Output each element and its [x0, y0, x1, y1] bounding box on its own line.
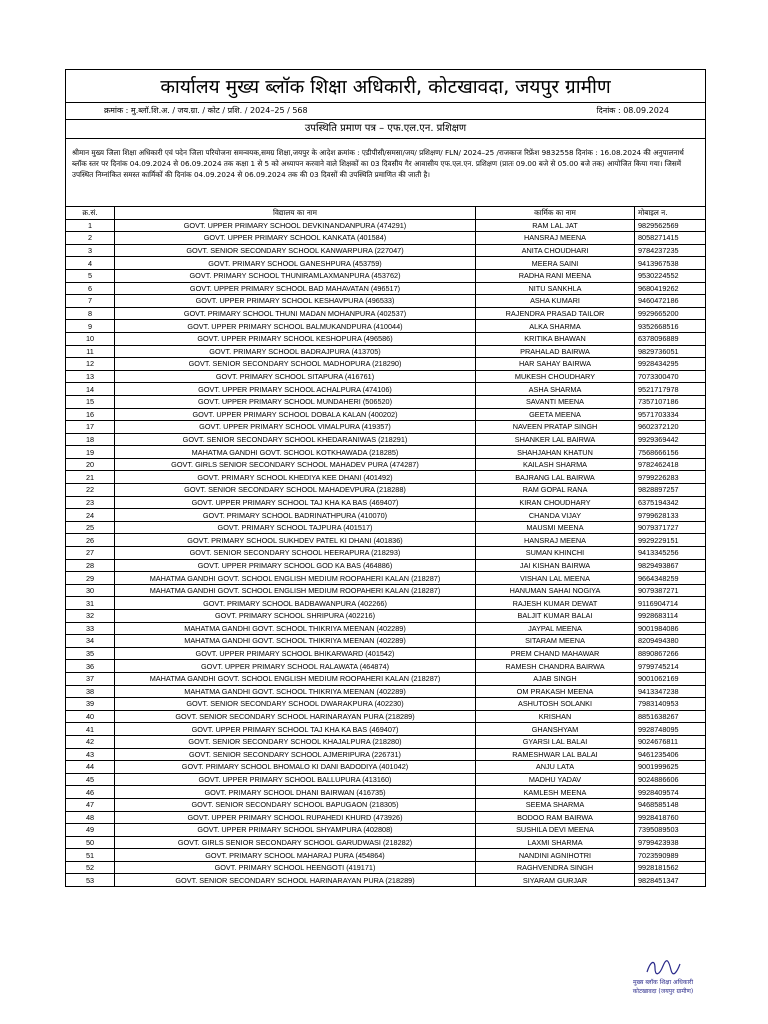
table-row: [66, 660, 705, 673]
cell-serial: 24: [66, 509, 115, 522]
cell-employee-name: HANSRAJ MEENA: [476, 232, 635, 245]
cell-mobile: 8058271415: [635, 232, 706, 245]
cell-serial: 22: [66, 484, 115, 497]
cell-serial: 3: [66, 244, 115, 257]
table-row: [66, 798, 705, 811]
cell-school-name: GOVT. PRIMARY SCHOOL SITAPURA (416761): [115, 370, 476, 383]
cell-serial: 42: [66, 735, 115, 748]
cell-mobile: 9829562569: [635, 219, 706, 232]
table-row: [66, 723, 705, 736]
cell-mobile: 9828897257: [635, 484, 706, 497]
table-row: [66, 219, 705, 232]
cell-school-name: GOVT. UPPER PRIMARY SCHOOL RALAWATA (464874): [115, 660, 476, 673]
signature-scribble-icon: [643, 958, 683, 978]
cell-mobile: 9799226283: [635, 471, 706, 484]
table-row: [66, 484, 705, 497]
cell-mobile: 9829736051: [635, 345, 706, 358]
table-row: [66, 395, 705, 408]
cell-serial: 29: [66, 572, 115, 585]
cell-mobile: 9929369442: [635, 433, 706, 446]
cell-serial: 13: [66, 370, 115, 383]
cell-serial: 51: [66, 849, 115, 862]
cell-mobile: 9571703334: [635, 408, 706, 421]
cell-serial: 25: [66, 521, 115, 534]
cell-employee-name: KRITIKA BHAWAN: [476, 332, 635, 345]
cell-mobile: 9001999625: [635, 761, 706, 774]
table-row: [66, 320, 705, 333]
table-row: [66, 471, 705, 484]
document-date: दिनांक : 08.09.2024: [596, 106, 669, 115]
cell-serial: 19: [66, 446, 115, 459]
cell-mobile: 9928418760: [635, 811, 706, 824]
cell-school-name: MAHATMA GANDHI GOVT. SCHOOL THIKRIYA MEENAN (402289): [115, 622, 476, 635]
cell-school-name: GOVT. PRIMARY SCHOOL BADBAWANPURA (402266): [115, 597, 476, 610]
cell-mobile: 9001062169: [635, 672, 706, 685]
intro-paragraph: श्रीमान मुख्य जिला शिक्षा अधिकारी एवं पदेन जिला परियोजना समन्वयक,समग्र शिक्षा,जयपुर के आदेश क्रमांक : एडीपीसी/समसा/जय/ प्रशिक्षण/ FLN/ 2024–25 /राजकाज रिफ्रेंश 9832558 दिनांक : 16.08.2024 की अनुपालनार्थ ब्लॉक स्तर पर दिनांक 04.09.2024 से 06.09.2024 तक कक्षा 1 से 5 को अध्यापन करवाने वाले शिक्षकों का 03 दिवसीय गैर आवासीय एफ.एल.एन. प्रशिक्षण (प्रातः 09.00 बजे से 05.00 बजे तक) आयोजित किया गया। जिसमें उपस्थित निम्नांकित समस्त कार्मिकों की दिनांक 04.09.2024 से 06.09.2024 तक की 03 दिवसों की उपस्थिति प्रमाणित की जाती है।: [66, 139, 705, 207]
table-row: [66, 521, 705, 534]
cell-school-name: GOVT. UPPER PRIMARY SCHOOL TAJ KHA KA BAS (469407): [115, 723, 476, 736]
table-row: [66, 622, 705, 635]
cell-serial: 48: [66, 811, 115, 824]
cell-school-name: GOVT. UPPER PRIMARY SCHOOL TAJ KHA KA BAS (469407): [115, 496, 476, 509]
cell-school-name: GOVT. UPPER PRIMARY SCHOOL SHYAMPURA (402808): [115, 824, 476, 837]
cell-serial: 46: [66, 786, 115, 799]
attendance-table: [66, 207, 705, 886]
header-employee-name: कार्मिक का नाम: [476, 207, 635, 219]
cell-mobile: 9413347238: [635, 685, 706, 698]
cell-mobile: 8851638267: [635, 710, 706, 723]
cell-mobile: 9929229151: [635, 534, 706, 547]
cell-mobile: 9799628133: [635, 509, 706, 522]
cell-employee-name: RAM GOPAL RANA: [476, 484, 635, 497]
cell-mobile: 9928434295: [635, 358, 706, 371]
cell-serial: 31: [66, 597, 115, 610]
table-row: [66, 836, 705, 849]
cell-employee-name: HAR SAHAY BAIRWA: [476, 358, 635, 371]
header-serial: क्र.सं.: [66, 207, 115, 219]
cell-employee-name: BALJIT KUMAR BALAI: [476, 610, 635, 623]
cell-employee-name: ANJU LATA: [476, 761, 635, 774]
table-row: [66, 635, 705, 648]
cell-serial: 21: [66, 471, 115, 484]
table-row: [66, 811, 705, 824]
cell-serial: 5: [66, 269, 115, 282]
table-row: [66, 509, 705, 522]
cell-employee-name: RAGHVENDRA SINGH: [476, 861, 635, 874]
cell-employee-name: BODOO RAM BAIRWA: [476, 811, 635, 824]
header-school-name: विद्यालय का नाम: [115, 207, 476, 219]
cell-employee-name: AJAB SINGH: [476, 672, 635, 685]
cell-employee-name: MADHU YADAV: [476, 773, 635, 786]
cell-school-name: GOVT. PRIMARY SCHOOL KHEDIYA KEE DHANI (401492): [115, 471, 476, 484]
cell-school-name: GOVT. PRIMARY SCHOOL MAHARAJ PURA (454864): [115, 849, 476, 862]
cell-mobile: 9461235406: [635, 748, 706, 761]
cell-school-name: GOVT. UPPER PRIMARY SCHOOL DEVKINANDANPURA (474291): [115, 219, 476, 232]
cell-school-name: GOVT. SENIOR SECONDARY SCHOOL HARINARAYAN PURA (218289): [115, 874, 476, 886]
cell-school-name: GOVT. UPPER PRIMARY SCHOOL BALLUPURA (413160): [115, 773, 476, 786]
cell-mobile: 9928181562: [635, 861, 706, 874]
cell-employee-name: GYARSI LAL BALAI: [476, 735, 635, 748]
cell-employee-name: SEEMA SHARMA: [476, 798, 635, 811]
cell-employee-name: RAMESH CHANDRA BAIRWA: [476, 660, 635, 673]
cell-school-name: GOVT. UPPER PRIMARY SCHOOL GOD KA BAS (464886): [115, 559, 476, 572]
cell-mobile: 9352668516: [635, 320, 706, 333]
cell-employee-name: MAUSMI MEENA: [476, 521, 635, 534]
cell-mobile: 9928748095: [635, 723, 706, 736]
cell-school-name: GOVT. PRIMARY SCHOOL TAJPURA (401517): [115, 521, 476, 534]
cell-school-name: MAHATMA GANDHI GOVT. SCHOOL THIKRIYA MEENAN (402289): [115, 635, 476, 648]
cell-school-name: GOVT. SENIOR SECONDARY SCHOOL HARINARAYAN PURA (218289): [115, 710, 476, 723]
table-row: [66, 735, 705, 748]
cell-school-name: MAHATMA GANDHI GOVT. SCHOOL ENGLISH MEDIUM ROOPAHERI KALAN (218287): [115, 572, 476, 585]
cell-mobile: 9521717978: [635, 383, 706, 396]
cell-employee-name: JAI KISHAN BAIRWA: [476, 559, 635, 572]
cell-serial: 44: [66, 761, 115, 774]
cell-employee-name: RADHA RANI MEENA: [476, 269, 635, 282]
table-row: [66, 458, 705, 471]
reference-number: क्रमांक : मु.ब्लॉ.शि.अ. / जय.ग्रा. / कोट / प्रशि. / 2024–25 / 568: [104, 106, 308, 115]
cell-employee-name: MEERA SAINI: [476, 257, 635, 270]
signature-office: कोटखावदा (जयपुर ग्रामीण): [632, 988, 694, 995]
cell-school-name: GOVT. PRIMARY SCHOOL DHANI BAIRWAN (416735): [115, 786, 476, 799]
table-row: [66, 446, 705, 459]
cell-employee-name: HANUMAN SAHAI NOGIYA: [476, 584, 635, 597]
signature-block: [618, 958, 708, 996]
cell-school-name: GOVT. SENIOR SECONDARY SCHOOL HEERAPURA (218293): [115, 547, 476, 560]
cell-mobile: 9460472186: [635, 295, 706, 308]
table-row: [66, 244, 705, 257]
document: [65, 69, 706, 887]
table-row: [66, 307, 705, 320]
cell-mobile: 9929665200: [635, 307, 706, 320]
table-body: [66, 219, 705, 886]
cell-serial: 40: [66, 710, 115, 723]
cell-mobile: 9928683114: [635, 610, 706, 623]
cell-serial: 49: [66, 824, 115, 837]
cell-mobile: 9799745214: [635, 660, 706, 673]
table-row: [66, 332, 705, 345]
cell-mobile: 6378096889: [635, 332, 706, 345]
cell-employee-name: KAILASH SHARMA: [476, 458, 635, 471]
cell-employee-name: PREM CHAND MAHAWAR: [476, 647, 635, 660]
cell-employee-name: RAJESH KUMAR DEWAT: [476, 597, 635, 610]
cell-serial: 41: [66, 723, 115, 736]
reference-row: [66, 103, 705, 120]
cell-mobile: 9413345256: [635, 547, 706, 560]
table-row: [66, 584, 705, 597]
cell-employee-name: SHAHJAHAN KHATUN: [476, 446, 635, 459]
cell-serial: 53: [66, 874, 115, 886]
cell-mobile: 9680419262: [635, 282, 706, 295]
table-row: [66, 861, 705, 874]
cell-mobile: 9079387271: [635, 584, 706, 597]
table-row: [66, 647, 705, 660]
cell-mobile: 8209494380: [635, 635, 706, 648]
cell-employee-name: SUMAN KHINCHI: [476, 547, 635, 560]
cell-serial: 4: [66, 257, 115, 270]
cell-school-name: GOVT. UPPER PRIMARY SCHOOL MUNDAHERI (506520): [115, 395, 476, 408]
cell-employee-name: KRISHAN: [476, 710, 635, 723]
cell-school-name: GOVT. UPPER PRIMARY SCHOOL BAD MAHAVATAN (496517): [115, 282, 476, 295]
cell-employee-name: ASHUTOSH SOLANKI: [476, 698, 635, 711]
cell-school-name: GOVT. SENIOR SECONDARY SCHOOL AJMERIPURA (226731): [115, 748, 476, 761]
cell-school-name: GOVT. PRIMARY SCHOOL SHRIPURA (402216): [115, 610, 476, 623]
cell-school-name: GOVT. UPPER PRIMARY SCHOOL KESHOPURA (496586): [115, 332, 476, 345]
cell-school-name: GOVT. PRIMARY SCHOOL BHOMALO KI DANI BADODIYA (401042): [115, 761, 476, 774]
cell-mobile: 7357107186: [635, 395, 706, 408]
table-row: [66, 786, 705, 799]
cell-school-name: GOVT. UPPER PRIMARY SCHOOL BALMUKANDPURA (410044): [115, 320, 476, 333]
cell-employee-name: KIRAN CHOUDHARY: [476, 496, 635, 509]
cell-serial: 6: [66, 282, 115, 295]
cell-serial: 47: [66, 798, 115, 811]
cell-school-name: GOVT. PRIMARY SCHOOL HEENGOTI (419171): [115, 861, 476, 874]
cell-serial: 14: [66, 383, 115, 396]
cell-mobile: 9782462418: [635, 458, 706, 471]
cell-employee-name: NAVEEN PRATAP SINGH: [476, 421, 635, 434]
table-row: [66, 748, 705, 761]
table-row: [66, 370, 705, 383]
cell-employee-name: SAVANTI MEENA: [476, 395, 635, 408]
table-row: [66, 824, 705, 837]
cell-employee-name: SIYARAM GURJAR: [476, 874, 635, 886]
cell-employee-name: RAM LAL JAT: [476, 219, 635, 232]
cell-serial: 38: [66, 685, 115, 698]
cell-serial: 18: [66, 433, 115, 446]
cell-employee-name: GHANSHYAM: [476, 723, 635, 736]
table-row: [66, 421, 705, 434]
cell-mobile: 9602372120: [635, 421, 706, 434]
cell-serial: 2: [66, 232, 115, 245]
table-row: [66, 559, 705, 572]
cell-mobile: 9928409574: [635, 786, 706, 799]
table-row: [66, 710, 705, 723]
cell-school-name: GOVT. UPPER PRIMARY SCHOOL ACHALPURA (474106): [115, 383, 476, 396]
cell-employee-name: SUSHILA DEVI MEENA: [476, 824, 635, 837]
cell-school-name: GOVT. PRIMARY SCHOOL BADRINATHPURA (410070): [115, 509, 476, 522]
cell-employee-name: CHANDA VIJAY: [476, 509, 635, 522]
cell-school-name: GOVT. PRIMARY SCHOOL BADRAJPURA (413705): [115, 345, 476, 358]
cell-mobile: 9468585148: [635, 798, 706, 811]
cell-serial: 43: [66, 748, 115, 761]
cell-serial: 20: [66, 458, 115, 471]
header-mobile: मोबाइल न.: [635, 207, 706, 219]
cell-mobile: 8890867266: [635, 647, 706, 660]
cell-school-name: GOVT. GIRLS SENIOR SECONDARY SCHOOL MAHADEV PURA (474287): [115, 458, 476, 471]
cell-school-name: GOVT. SENIOR SECONDARY SCHOOL KANWARPURA (227047): [115, 244, 476, 257]
cell-school-name: GOVT. PRIMARY SCHOOL GANESHPURA (453759): [115, 257, 476, 270]
cell-employee-name: VISHAN LAL MEENA: [476, 572, 635, 585]
cell-mobile: 7395089503: [635, 824, 706, 837]
cell-school-name: GOVT. PRIMARY SCHOOL THUNIRAMLAXMANPURA (453762): [115, 269, 476, 282]
cell-school-name: GOVT. PRIMARY SCHOOL SUKHDEV PATEL KI DHANI (401836): [115, 534, 476, 547]
cell-mobile: 9829493867: [635, 559, 706, 572]
table-header-row: [66, 207, 705, 219]
cell-school-name: GOVT. PRIMARY SCHOOL THUNI MADAN MOHANPURA (402537): [115, 307, 476, 320]
table-row: [66, 496, 705, 509]
cell-employee-name: RAMESHWAR LAL BALAI: [476, 748, 635, 761]
table-row: [66, 232, 705, 245]
cell-mobile: 9024676811: [635, 735, 706, 748]
cell-mobile: 9828451347: [635, 874, 706, 886]
cell-employee-name: SHANKER LAL BAIRWA: [476, 433, 635, 446]
cell-employee-name: NITU SANKHLA: [476, 282, 635, 295]
cell-serial: 27: [66, 547, 115, 560]
cell-serial: 30: [66, 584, 115, 597]
cell-mobile: 7983140953: [635, 698, 706, 711]
table-row: [66, 597, 705, 610]
table-row: [66, 358, 705, 371]
cell-serial: 1: [66, 219, 115, 232]
table-row: [66, 773, 705, 786]
cell-mobile: 6375194342: [635, 496, 706, 509]
cell-serial: 45: [66, 773, 115, 786]
cell-mobile: 9024886606: [635, 773, 706, 786]
cell-mobile: 9664348259: [635, 572, 706, 585]
cell-serial: 36: [66, 660, 115, 673]
cell-employee-name: LAXMI SHARMA: [476, 836, 635, 849]
cell-mobile: 9413967538: [635, 257, 706, 270]
cell-serial: 26: [66, 534, 115, 547]
table-row: [66, 849, 705, 862]
cell-employee-name: JAYPAL MEENA: [476, 622, 635, 635]
table-row: [66, 761, 705, 774]
certificate-subtitle: उपस्थिति प्रमाण पत्र – एफ.एल.एन. प्रशिक्षण: [66, 120, 705, 139]
table-row: [66, 269, 705, 282]
cell-mobile: 9079371727: [635, 521, 706, 534]
office-title: कार्यालय मुख्य ब्लॉक शिक्षा अधिकारी, कोटखावदा, जयपुर ग्रामीण: [66, 70, 705, 103]
cell-mobile: 7023590989: [635, 849, 706, 862]
cell-employee-name: KAMLESH MEENA: [476, 786, 635, 799]
table-row: [66, 534, 705, 547]
cell-serial: 37: [66, 672, 115, 685]
cell-school-name: GOVT. SENIOR SECONDARY SCHOOL BAPUGAON (218305): [115, 798, 476, 811]
cell-school-name: GOVT. UPPER PRIMARY SCHOOL BHIKARWARD (401542): [115, 647, 476, 660]
cell-employee-name: ASHA SHARMA: [476, 383, 635, 396]
cell-school-name: GOVT. GIRLS SENIOR SECONDARY SCHOOL GARUDWASI (218282): [115, 836, 476, 849]
cell-school-name: GOVT. SENIOR SECONDARY SCHOOL MADHOPURA (218290): [115, 358, 476, 371]
cell-mobile: 9799423938: [635, 836, 706, 849]
table-row: [66, 572, 705, 585]
table-row: [66, 295, 705, 308]
cell-mobile: 9001984086: [635, 622, 706, 635]
table-row: [66, 698, 705, 711]
cell-mobile: 7073300470: [635, 370, 706, 383]
cell-employee-name: NANDINI AGNIHOTRI: [476, 849, 635, 862]
cell-employee-name: SITARAM MEENA: [476, 635, 635, 648]
cell-serial: 12: [66, 358, 115, 371]
cell-serial: 10: [66, 332, 115, 345]
table-row: [66, 874, 705, 886]
cell-employee-name: MUKESH CHOUDHARY: [476, 370, 635, 383]
cell-serial: 28: [66, 559, 115, 572]
cell-school-name: MAHATMA GANDHI GOVT. SCHOOL KOTKHAWADA (218285): [115, 446, 476, 459]
table-row: [66, 685, 705, 698]
cell-serial: 7: [66, 295, 115, 308]
table-row: [66, 433, 705, 446]
cell-employee-name: HANSRAJ MEENA: [476, 534, 635, 547]
cell-school-name: GOVT. UPPER PRIMARY SCHOOL VIMALPURA (419357): [115, 421, 476, 434]
cell-employee-name: OM PRAKASH MEENA: [476, 685, 635, 698]
cell-serial: 15: [66, 395, 115, 408]
cell-serial: 52: [66, 861, 115, 874]
table-row: [66, 257, 705, 270]
cell-school-name: GOVT. SENIOR SECONDARY SCHOOL MAHADEVPURA (218288): [115, 484, 476, 497]
cell-school-name: GOVT. UPPER PRIMARY SCHOOL KANKATA (401584): [115, 232, 476, 245]
cell-employee-name: GEETA MEENA: [476, 408, 635, 421]
cell-serial: 11: [66, 345, 115, 358]
table-row: [66, 610, 705, 623]
cell-serial: 39: [66, 698, 115, 711]
table-row: [66, 408, 705, 421]
cell-serial: 33: [66, 622, 115, 635]
table-row: [66, 672, 705, 685]
cell-mobile: 7568666156: [635, 446, 706, 459]
cell-school-name: GOVT. SENIOR SECONDARY SCHOOL KHEDARANIWAS (218291): [115, 433, 476, 446]
cell-employee-name: BAJRANG LAL BAIRWA: [476, 471, 635, 484]
cell-school-name: GOVT. UPPER PRIMARY SCHOOL DOBALA KALAN (400202): [115, 408, 476, 421]
table-row: [66, 345, 705, 358]
cell-serial: 9: [66, 320, 115, 333]
signature-designation: मुख्य ब्लॉक शिक्षा अधिकारी: [632, 979, 694, 986]
cell-serial: 8: [66, 307, 115, 320]
cell-serial: 32: [66, 610, 115, 623]
cell-employee-name: PRAHALAD BAIRWA: [476, 345, 635, 358]
cell-school-name: MAHATMA GANDHI GOVT. SCHOOL ENGLISH MEDIUM ROOPAHERI KALAN (218287): [115, 584, 476, 597]
cell-school-name: MAHATMA GANDHI GOVT. SCHOOL ENGLISH MEDIUM ROOPAHERI KALAN (218287): [115, 672, 476, 685]
cell-employee-name: RAJENDRA PRASAD TAILOR: [476, 307, 635, 320]
cell-mobile: 9784237235: [635, 244, 706, 257]
cell-serial: 35: [66, 647, 115, 660]
cell-school-name: MAHATMA GANDHI GOVT. SCHOOL THIKRIYA MEENAN (402289): [115, 685, 476, 698]
cell-serial: 50: [66, 836, 115, 849]
cell-school-name: GOVT. SENIOR SECONDARY SCHOOL DWARAKPURA (402230): [115, 698, 476, 711]
table-row: [66, 282, 705, 295]
table-row: [66, 547, 705, 560]
cell-school-name: GOVT. UPPER PRIMARY SCHOOL RUPAHEDI KHURD (473926): [115, 811, 476, 824]
cell-employee-name: ALKA SHARMA: [476, 320, 635, 333]
cell-mobile: 9530224552: [635, 269, 706, 282]
cell-mobile: 9116904714: [635, 597, 706, 610]
cell-serial: 16: [66, 408, 115, 421]
table-row: [66, 383, 705, 396]
cell-serial: 34: [66, 635, 115, 648]
cell-school-name: GOVT. SENIOR SECONDARY SCHOOL KHAJALPURA (218280): [115, 735, 476, 748]
cell-employee-name: ANITA CHOUDHARI: [476, 244, 635, 257]
cell-serial: 23: [66, 496, 115, 509]
cell-serial: 17: [66, 421, 115, 434]
cell-employee-name: ASHA KUMARI: [476, 295, 635, 308]
cell-school-name: GOVT. UPPER PRIMARY SCHOOL KESHAVPURA (496533): [115, 295, 476, 308]
